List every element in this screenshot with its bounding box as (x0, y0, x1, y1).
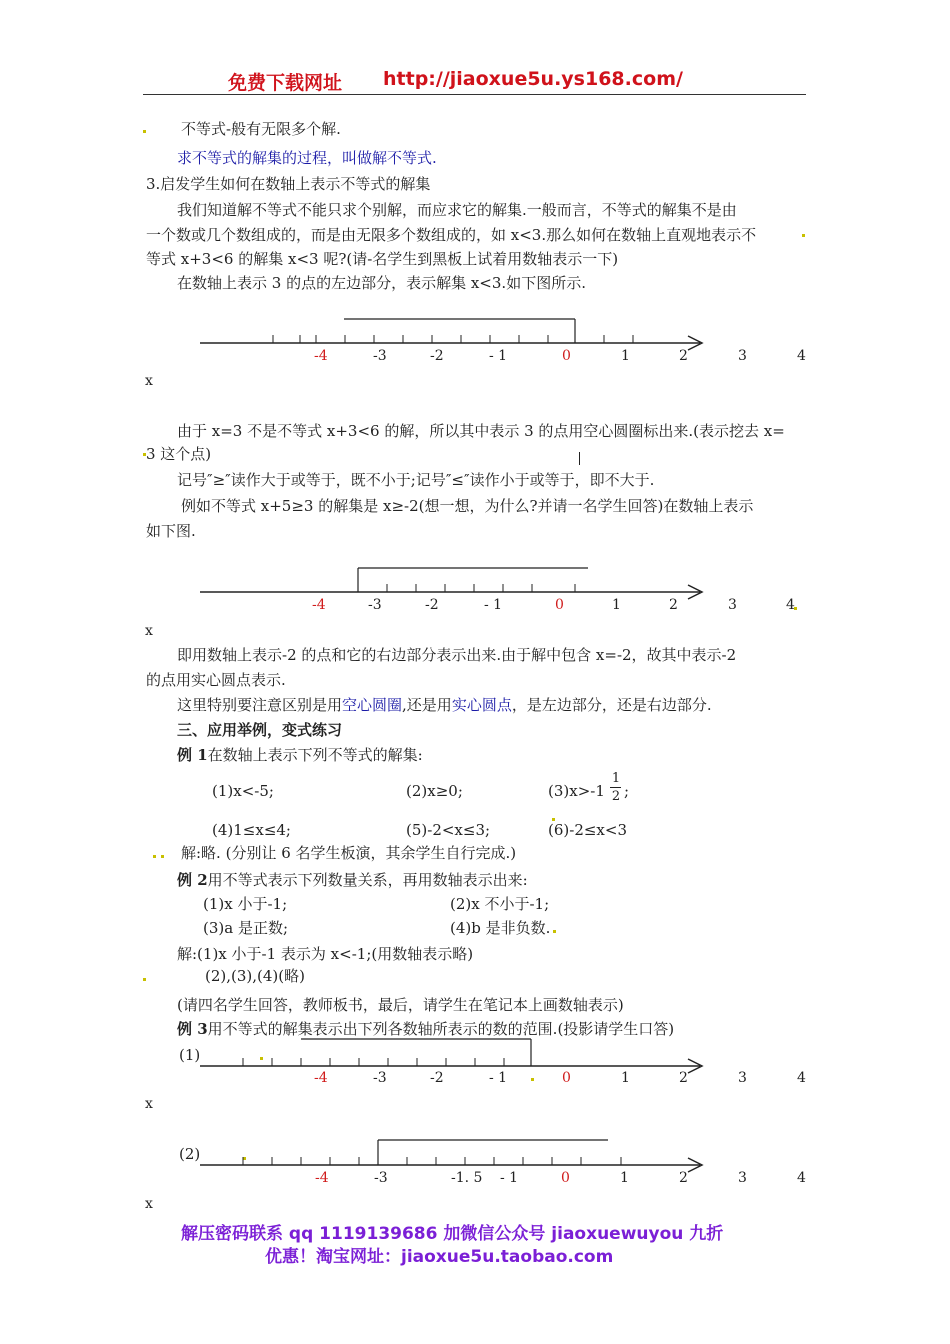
cursor-mark (579, 452, 580, 465)
fraction-denominator: 2 (611, 789, 621, 804)
tick-label: -1. 5 (451, 1170, 483, 1186)
example-2-item: (3)a 是正数; (203, 919, 289, 937)
tick-label: 2 (679, 1070, 688, 1086)
text-line: 不等式-般有无限多个解. (181, 120, 341, 138)
text-line: 一个数或几个数组成的，而是由无限多个数组成的，如 x<3.那么如何在数轴上直观地表示不 (146, 226, 757, 244)
marker-dot (161, 855, 164, 858)
tick-label: 0 (562, 348, 571, 364)
section-heading: 三、应用举例，变式练习 (177, 721, 343, 739)
tick-label: 0 (561, 1170, 570, 1186)
tick-label: 3 (738, 1170, 747, 1186)
text-line: 如下图. (146, 522, 196, 540)
tick-label: 3 (738, 348, 747, 364)
solution-1: 解:略. (分别让 6 名学生板演，其余学生自行完成.) (181, 844, 517, 862)
text-line: 我们知道解不等式不能只求个别解，而应求它的解集.一般而言，不等式的解集不是由 (177, 201, 737, 219)
example-2-item: (4)b 是非负数. (450, 919, 551, 937)
tick-label: -2 (425, 597, 439, 613)
axis-label-x: x (145, 623, 153, 639)
tick-label: - 1 (489, 348, 508, 364)
number-line-2 (0, 560, 950, 620)
header-url[interactable]: http://jiaoxue5u.ys168.com/ (383, 68, 683, 90)
tick-label: 1 (612, 597, 621, 613)
axis-label-x: x (145, 1196, 153, 1212)
marker-dot (553, 930, 556, 933)
tick-label: 1 (621, 1070, 630, 1086)
tick-label: 3 (738, 1070, 747, 1086)
marker-dot (802, 234, 805, 237)
number-line-1 (0, 310, 950, 370)
example-1-prompt: 例 1在数轴上表示下列不等式的解集: (177, 746, 423, 764)
tick-label: 0 (555, 597, 564, 613)
tick-label: -4 (314, 348, 328, 364)
tick-label: -3 (374, 1170, 388, 1186)
tick-label: 4 (786, 597, 795, 613)
tick-label: -3 (368, 597, 382, 613)
marker-dot (143, 130, 146, 133)
example-2-prompt: 例 2用不等式表示下列数量关系，再用数轴表示出来: (177, 871, 528, 889)
example-1-item: (2)x≥0; (406, 782, 463, 800)
tick-label: 2 (669, 597, 678, 613)
text-line: 例如不等式 x+5≥3 的解集是 x≥-2(想一想，为什么?并请一名学生回答)在数轴上表示 (181, 497, 754, 515)
text-line: 记号″≥″读作大于或等于，既不小于;记号″≤″读作小于或等于，即不大于. (177, 471, 655, 489)
example-1-item: (4)1≤x≤4; (212, 821, 291, 839)
example-3-prompt: 例 3用不等式的解集表示出下列各数轴所表示的数的范围.(投影请学生口答) (177, 1020, 675, 1038)
tick-label: -3 (373, 1070, 387, 1086)
tick-label: 1 (620, 1170, 629, 1186)
number-line-3 (0, 1030, 950, 1090)
text-line: 由于 x=3 不是不等式 x+3<6 的解，所以其中表示 3 的点用空心圆圈标出来.(表示挖去 x= (177, 422, 785, 440)
tick-label: 4 (797, 1070, 806, 1086)
example-1-item: (6)-2≤x<3 (548, 821, 627, 839)
tick-label: -2 (430, 1070, 444, 1086)
text-line: 即用数轴上表示-2 的点和它的右边部分表示出来.由于解中包含 x=-2，故其中表示-2 (177, 646, 737, 664)
footer-contact: 解压密码联系 qq 1119139686 加微信公众号 jiaoxuewuyou 九折 (181, 1224, 724, 1244)
example-1-item: (5)-2<x≤3; (406, 821, 491, 839)
section-step-3: 3.启发学生如何在数轴上表示不等式的解集 (146, 175, 431, 193)
tick-label: -4 (314, 1070, 328, 1086)
header-rule (143, 94, 806, 95)
tick-label: -2 (430, 348, 444, 364)
tick-label: 3 (728, 597, 737, 613)
tick-label: -4 (315, 1170, 329, 1186)
axis-label-x: x (145, 373, 153, 389)
tick-label: 1 (621, 348, 630, 364)
marker-dot (153, 855, 156, 858)
example-1-item: (3)x>-1 (548, 782, 605, 800)
axis-label-x: x (145, 1096, 153, 1112)
tick-label: 4 (797, 1170, 806, 1186)
fraction-bar (610, 787, 621, 788)
fraction-end: ; (624, 782, 630, 800)
footer-shop-link[interactable]: 优惠！淘宝网址：jiaoxue5u.taobao.com (265, 1247, 614, 1267)
tick-label: - 1 (489, 1070, 508, 1086)
tick-label: -4 (312, 597, 326, 613)
teacher-note: (请四名学生回答，教师板书，最后，请学生在笔记本上画数轴表示) (177, 996, 624, 1014)
diagram-label: (1) (179, 1046, 201, 1064)
text-line: 等式 x+3<6 的解集 x<3 呢?(请-名学生到黑板上试着用数轴表示一下) (146, 250, 619, 268)
text-line: 的点用实心圆点表示. (146, 671, 286, 689)
emphasis-line: 这里特别要注意区别是用空心圆圈,还是用实心圆点，是左边部分，还是右边部分. (177, 696, 712, 714)
tick-label: 0 (562, 1070, 571, 1086)
fraction-numerator: 1 (611, 771, 621, 786)
example-2-item: (2)x 不小于-1; (450, 895, 550, 913)
example-2-item: (1)x 小于-1; (203, 895, 288, 913)
solution-2-cont: (2),(3),(4)(略) (205, 967, 305, 985)
text-line: 3 这个点) (146, 445, 212, 463)
tick-label: -3 (373, 348, 387, 364)
solution-2: 解:(1)x 小于-1 表示为 x<-1;(用数轴表示略) (177, 945, 474, 963)
tick-label: 4 (797, 348, 806, 364)
diagram-label: (2) (179, 1145, 201, 1163)
tick-label: - 1 (484, 597, 503, 613)
marker-dot (143, 978, 146, 981)
text-line: 在数轴上表示 3 的点的左边部分，表示解集 x<3.如下图所示. (177, 274, 586, 292)
header-label: 免费下载网址 (228, 72, 343, 94)
example-1-item: (1)x<-5; (212, 782, 274, 800)
tick-label: - 1 (500, 1170, 519, 1186)
definition-line: 求不等式的解集的过程，叫做解不等式. (177, 149, 437, 167)
tick-label: 2 (679, 1170, 688, 1186)
tick-label: 2 (679, 348, 688, 364)
